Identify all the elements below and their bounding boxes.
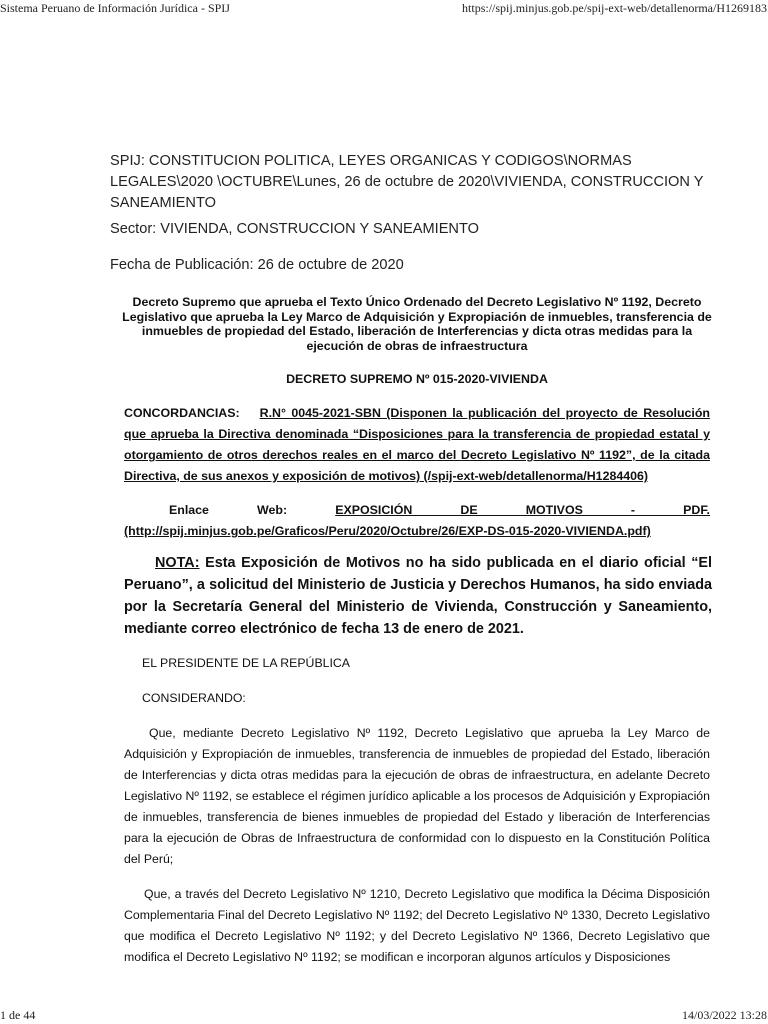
breadcrumb-path: SPIJ: CONSTITUCION POLITICA, LEYES ORGANICAS Y CODIGOS\NORMAS LEGALES\2020 \OCTUBRE\Lunes, 26 de octubre de 2020\VIVIENDA, CONSTRUCCION Y SANEAMIENTO <box>110 153 704 211</box>
presidente-heading: EL PRESIDENTE DE LA REPÚBLICA <box>142 656 350 670</box>
site-title: Sistema Peruano de Información Jurídica - SPIJ <box>0 1 230 15</box>
concordancia-link[interactable]: R.N° 0045-2021-SBN (Disponen la publicación del proyecto de Resolución que aprueba la Directiva denominada “Disposiciones para la transferencia de propiedad estatal y otorgamiento de otros derechos reales en el marco del Decreto Legislativo Nº 1192”, de la citada Directiva, de sus anexos y exposición de motivos) (/spij-ext-web/detallenorma/H1284406) <box>124 406 710 483</box>
sector-line: Sector: VIVIENDA, CONSTRUCCION Y SANEAMIENTO <box>110 221 479 237</box>
exposicion-motivos-link[interactable]: EXPOSICIÓN DE MOTIVOS - PDF. (http://spij.minjus.gob.pe/Graficos/Peru/2020/Octubre/26/EXP-DS-015-2020-VIVIENDA.pdf) <box>124 503 710 538</box>
nota-tag: NOTA: <box>155 555 200 571</box>
print-footer <box>0 1008 768 1024</box>
page-counter: 1 de 44 <box>0 1008 36 1022</box>
considerando-heading: CONSIDERANDO: <box>142 691 246 705</box>
enlace-web-block <box>124 500 710 542</box>
enlace-label: Enlace Web: <box>169 503 288 517</box>
page-url[interactable]: https://spij.minjus.gob.pe/spij-ext-web/detallenorma/H1269183 <box>462 1 767 15</box>
nota-text: Esta Exposición de Motivos no ha sido publicada en el diario oficial “El Peruano”, a solicitud del Ministerio de Justicia y Derechos Humanos, ha sido enviada por la Secretaría General del Ministerio de Vivienda, Construcción y Saneamiento, mediante correo electrónico de fecha 13 de enero de 2021. <box>124 555 712 637</box>
paragraph: Que, a través del Decreto Legislativo Nº 1210, Decreto Legislativo que modifica la Décima Disposición Complementaria Final del Decreto Legislativo Nº 1192; del Decreto Legislativo Nº 1330, Decreto Legislativo que modifica el Decreto Legislativo Nº 1192; y del Decreto Legislativo Nº 1366, Decreto Legislativo que modifica el Decreto Legislativo Nº 1192; se modifican e incorporan algunos artículos y Disposiciones <box>124 887 710 964</box>
concordancias-label: CONCORDANCIAS: <box>124 406 240 420</box>
nota-block <box>124 552 712 640</box>
decree-title: Decreto Supremo que aprueba el Texto Único Ordenado del Decreto Legislativo Nº 1192, Decreto Legislativo que aprueba la Ley Marco de Adquisición y Expropiación de inmuebles, transferencia de inmuebles de propiedad del Estado, liberación de Interferencias y dicta otras medidas para la ejecución de obras de infraestructura <box>122 295 712 353</box>
publication-date: Fecha de Publicación: 26 de octubre de 2020 <box>110 257 404 273</box>
print-datetime: 14/03/2022 13:28 <box>681 1008 767 1022</box>
decree-number: DECRETO SUPREMO Nº 015-2020-VIVIENDA <box>286 372 548 386</box>
paragraph: Que, mediante Decreto Legislativo Nº 1192, Decreto Legislativo que aprueba la Ley Marco de Adquisición y Expropiación de inmuebles, transferencia de inmuebles de propiedad del Estado, liberación de Interferencias y dicta otras medidas para la ejecución de obras de infraestructura, en adelante Decreto Legislativo Nº 1192, se establece el régimen jurídico aplicable a los procesos de Adquisición y Expropiación de inmuebles, transferencia de bienes inmuebles de propiedad del Estado y liberación de Interferencias para la ejecución de Obras de Infraestructura de conformidad con lo dispuesto en la Constitución Política del Perú; <box>124 726 710 866</box>
concordancias-block <box>124 403 710 487</box>
